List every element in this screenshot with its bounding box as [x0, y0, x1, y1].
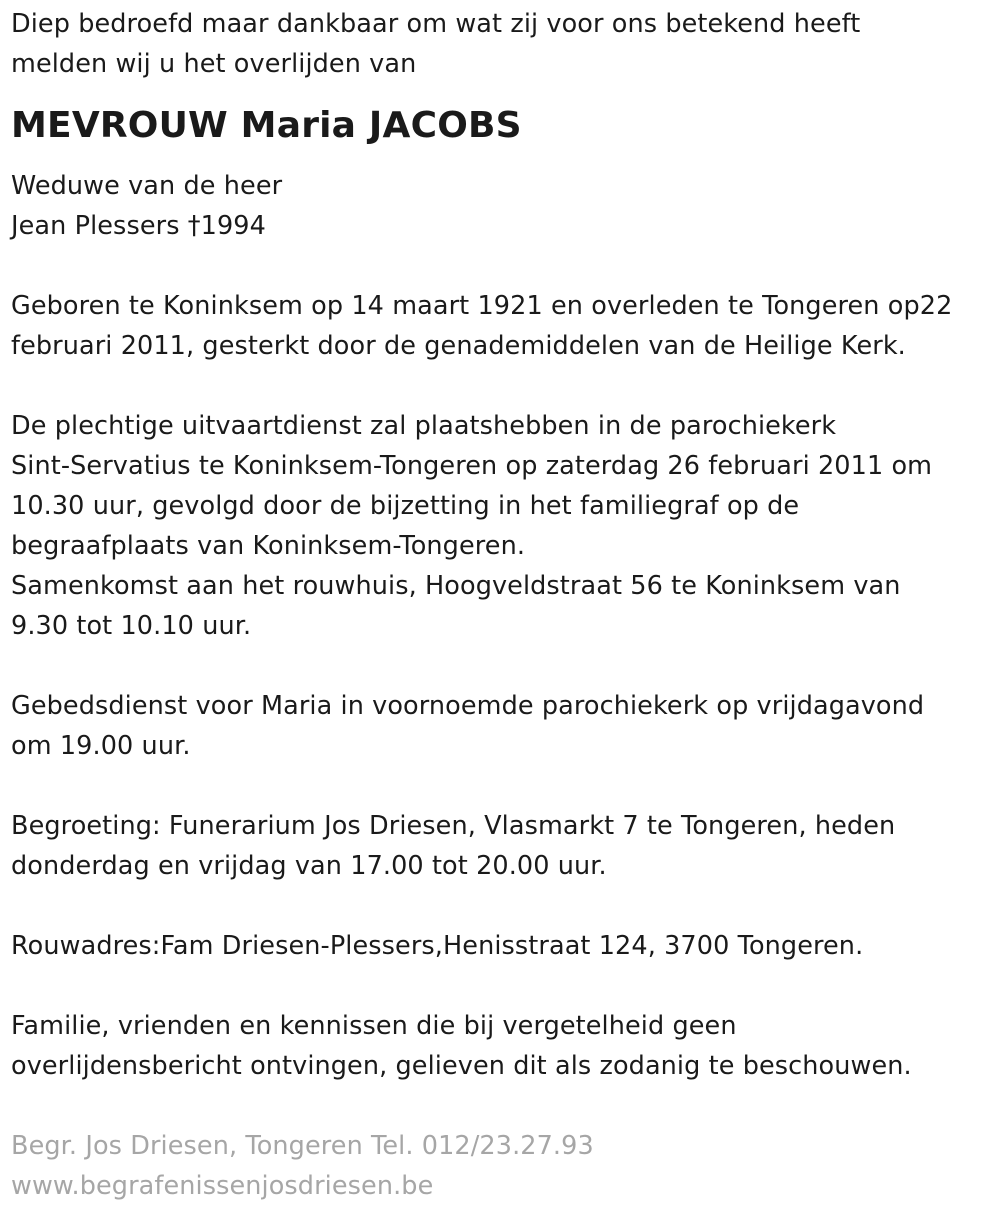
footer-website-link[interactable]: www.begrafenissenjosdriesen.be: [11, 1171, 434, 1201]
funeral-line-6: 9.30 tot 10.10 uur.: [11, 611, 252, 641]
visitation-line-1: Begroeting: Funerarium Jos Driesen, Vlasmarkt 7 te Tongeren, heden: [11, 811, 896, 841]
birth-death-line-1: Geboren te Koninksem op 14 maart 1921 en overleden te Tongeren op22: [11, 291, 953, 321]
widow-line: Weduwe van de heer: [11, 171, 283, 201]
intro-line-1: Diep bedroefd maar dankbaar om wat zij voor ons betekend heeft: [11, 9, 861, 39]
notice-line-1: Familie, vrienden en kennissen die bij vergetelheid geen: [11, 1011, 737, 1041]
spouse-section: [11, 166, 1000, 246]
funeral-line-2: Sint-Servatius te Koninksem-Tongeren op zaterdag 26 februari 2011 om: [11, 451, 933, 481]
spacer: [11, 1086, 1000, 1126]
spacer: [11, 246, 1000, 286]
spacer: [11, 766, 1000, 806]
spacer: [11, 886, 1000, 926]
notice-section: [11, 1006, 1000, 1086]
funeral-line-1: De plechtige uitvaartdienst zal plaatshebben in de parochiekerk: [11, 411, 837, 441]
spacer: [11, 366, 1000, 406]
spacer: [11, 646, 1000, 686]
funeral-line-4: begraafplaats van Koninksem-Tongeren.: [11, 531, 526, 561]
deceased-name: MEVROUW Maria JACOBS: [11, 105, 522, 146]
footer-section: [11, 1126, 1000, 1206]
address-section: [11, 926, 1000, 966]
visitation-section: [11, 806, 1000, 886]
prayer-section: [11, 686, 1000, 766]
birth-death-line-2: februari 2011, gesterkt door de genademiddelen van de Heilige Kerk.: [11, 331, 906, 361]
funeral-line-3: 10.30 uur, gevolgd door de bijzetting in het familiegraf op de: [11, 491, 800, 521]
prayer-line-1: Gebedsdienst voor Maria in voornoemde parochiekerk op vrijdagavond: [11, 691, 925, 721]
spouse-line: Jean Plessers †1994: [11, 211, 266, 241]
funeral-section: [11, 406, 1000, 646]
intro-line-2: melden wij u het overlijden van: [11, 49, 417, 79]
funeral-line-5: Samenkomst aan het rouwhuis, Hoogveldstraat 56 te Koninksem van: [11, 571, 901, 601]
footer-contact: Begr. Jos Driesen, Tongeren Tel. 012/23.27.93: [11, 1131, 594, 1161]
spacer: [11, 966, 1000, 1006]
intro-section: [11, 4, 1000, 84]
notice-line-2: overlijdensbericht ontvingen, gelieven dit als zodanig te beschouwen.: [11, 1051, 912, 1081]
visitation-line-2: donderdag en vrijdag van 17.00 tot 20.00 uur.: [11, 851, 607, 881]
birth-death-section: [11, 286, 1000, 366]
address-line: Rouwadres:Fam Driesen-Plessers,Henisstraat 124, 3700 Tongeren.: [11, 931, 864, 961]
prayer-line-2: om 19.00 uur.: [11, 731, 191, 761]
